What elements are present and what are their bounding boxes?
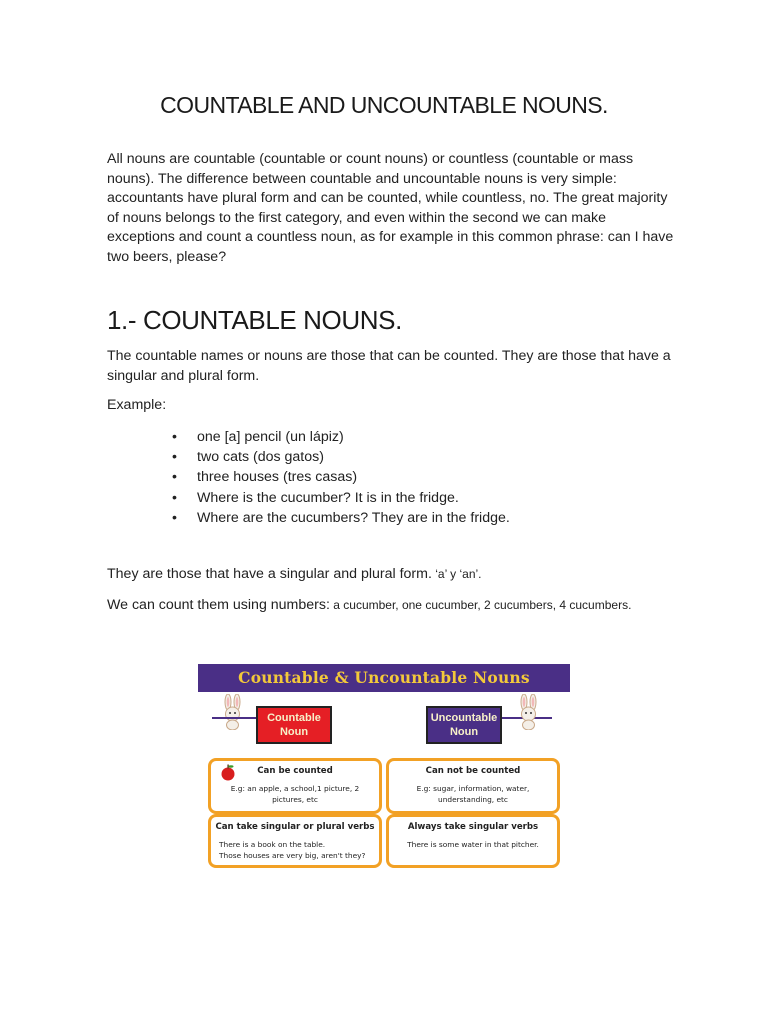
card-body-line: There is a book on the table.	[219, 840, 326, 849]
list-item-text: two cats (dos gatos)	[197, 449, 324, 466]
card-body: E.g: sugar, information, water, understanding, etc	[416, 784, 530, 804]
list-item-text: three houses (tres casas)	[197, 469, 358, 486]
card-body: There is some water in that pitcher.	[407, 840, 539, 849]
connector-line	[212, 717, 256, 719]
list-item	[172, 427, 510, 447]
countable-label	[256, 706, 332, 744]
card-body	[211, 839, 379, 861]
count-examples: a cucumber, one cucumber, 2 cucumbers, 4 cucumbers.	[329, 598, 632, 612]
bullet-icon: •	[172, 509, 177, 526]
rabbit-icon	[516, 694, 542, 730]
bullet-icon: •	[172, 469, 177, 486]
page-title: COUNTABLE AND UNCOUNTABLE NOUNS.	[160, 92, 608, 118]
list-item-text: Where are the cucumbers? They are in the fridge.	[197, 509, 510, 526]
forms-articles: ‘a’ y ‘an’.	[431, 567, 482, 581]
section-title: 1.- COUNTABLE NOUNS.	[107, 305, 402, 335]
uncountable-label-line1: Uncountable	[430, 712, 498, 724]
card-heading: Can be counted	[257, 766, 333, 776]
bullet-icon: •	[172, 449, 177, 466]
card-singular-verbs	[386, 814, 560, 868]
countable-label-line1: Countable	[267, 712, 321, 724]
card-body: E.g: an apple, a school,1 picture, 2 pictures, etc	[230, 784, 360, 804]
card-can-not-be-counted	[386, 758, 560, 814]
list-item	[172, 488, 510, 508]
list-item-text: Where is the cucumber? It is in the fridge.	[197, 489, 459, 506]
card-heading: Can not be counted	[425, 766, 521, 776]
forms-text: They are those that have a singular and plural form.	[107, 566, 432, 582]
list-item	[172, 508, 510, 528]
example-label: Example:	[107, 397, 167, 413]
apple-icon	[219, 763, 237, 781]
rabbit-icon	[220, 694, 246, 730]
list-item	[172, 467, 510, 487]
card-singular-or-plural-verbs	[208, 814, 382, 868]
infographic	[198, 664, 570, 872]
card-can-be-counted	[208, 758, 382, 814]
card-heading: Always take singular verbs	[407, 822, 539, 832]
bullet-icon: •	[172, 429, 177, 445]
count-text: We can count them using numbers:	[107, 597, 330, 613]
infographic-banner: Countable & Uncountable Nouns	[198, 664, 570, 692]
card-heading: Can take singular or plural verbs	[215, 822, 375, 832]
intro-paragraph: All nouns are countable (countable or count nouns) or countless (countable or mass nouns). The difference between countable and uncountable nouns is very simple: accountants have plural form and can be counted, while countless, no. The great majority of nouns belongs to the first category, and even within the second we can make exceptions and count a countless noun, as for example in this common phrase: can I have two beers, please?	[107, 151, 674, 265]
uncountable-label	[426, 706, 502, 744]
uncountable-label-line2: Noun	[449, 726, 479, 738]
count-paragraph	[107, 596, 677, 616]
bullet-icon: •	[172, 489, 177, 506]
card-body-line: Those houses are very big, aren't they?	[219, 851, 366, 860]
forms-paragraph	[107, 565, 677, 585]
examples-list	[172, 427, 510, 528]
definition-paragraph: The countable names or nouns are those that can be counted. They are those that have a singular and plural form.	[107, 348, 671, 384]
list-item-text: one [a] pencil (un lápiz)	[197, 429, 344, 445]
countable-label-line2: Noun	[279, 726, 309, 738]
list-item	[172, 447, 510, 467]
